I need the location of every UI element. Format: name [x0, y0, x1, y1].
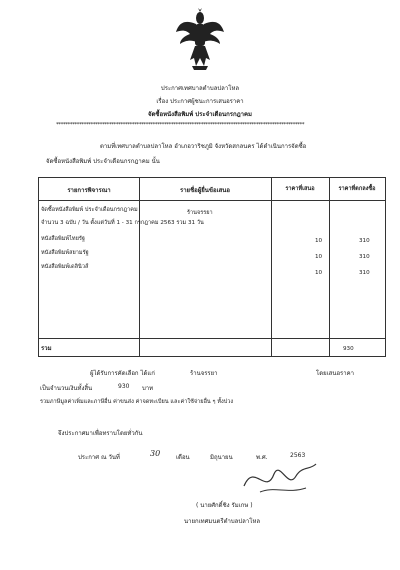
item-agreed-price: 310 — [359, 270, 370, 276]
header-subject: เรื่อง ประกาศผู้ชนะการเสนอราคา — [156, 98, 244, 105]
item-offered-price: 10 — [315, 238, 323, 244]
header-title: ประกาศเทศบาลตำบลปลาโหล — [160, 85, 240, 92]
signatory-name: ( นายศักดิ์ชิง รัมเกษ ) — [196, 502, 253, 509]
vat-note: รวมภาษีมูลค่าเพิ่มและภาษีอื่น ค่าขนส่ง ค่าจดทะเบียน และค่าใช้จ่ายอื่น ๆ ทั้งปวง — [40, 399, 234, 405]
handwritten-signature-icon — [240, 456, 320, 500]
date-prefix: ประกาศ ณ วันที่ — [78, 454, 120, 461]
date-year: 2563 — [290, 452, 306, 459]
header-procurement-title: จัดซื้อหนังสือพิมพ์ ประจำเดือนกรกฎาคม — [148, 111, 252, 118]
table-vendor: ร้านจรรยา — [187, 210, 213, 216]
table-desc-line-2: จำนวน 3 ฉบับ / วัน ตั้งแต่วันที่ 1 - 31 กรกฎาคม 2563 รวม 31 วัน — [41, 220, 204, 226]
item-agreed-price: 310 — [359, 254, 370, 260]
garuda-emblem-icon — [176, 8, 224, 70]
table-header-agreed-price: ราคาที่ตกลงซื้อ — [338, 186, 376, 192]
winner-currency: บาท — [142, 385, 154, 392]
table-header-offered-price: ราคาที่เสนอ — [285, 186, 315, 192]
item-agreed-price: 310 — [359, 238, 370, 244]
item-offered-price: 10 — [315, 270, 323, 276]
winner-amount: 930 — [118, 383, 130, 390]
date-year-label: พ.ศ. — [256, 454, 268, 461]
date-month: มิถุนายน — [210, 454, 233, 461]
winner-label: ผู้ได้รับการคัดเลือก ได้แก่ — [90, 370, 155, 377]
procurement-table — [38, 177, 386, 357]
date-month-label: เดือน — [176, 454, 190, 461]
header-separator: ************************************************************************************************************ — [56, 122, 305, 128]
date-day: 30 — [150, 449, 161, 458]
announce-text: จึงประกาศมาเพื่อทราบโดยทั่วกัน — [58, 430, 143, 437]
item-offered-price: 10 — [315, 254, 323, 260]
intro-line-1: ตามที่เทศบาลตำบลปลาโหล อำเภอวาริชภูมิ จังหวัดสกลนคร ได้ดำเนินการจัดซื้อ — [100, 143, 307, 150]
intro-line-2: จัดซื้อหนังสือพิมพ์ ประจำเดือนกรกฎาคม นั้น — [46, 158, 160, 165]
signatory-position: นายกเทศมนตรีตำบลปลาโหล — [184, 518, 261, 525]
table-header-bidder: รายชื่อผู้ยื่นข้อเสนอ — [179, 187, 231, 194]
table-total-label: รวม — [41, 345, 52, 352]
item-name: หนังสือพิมพ์ไทยรัฐ — [41, 236, 85, 242]
table-header-item: รายการพิจารณา — [67, 187, 111, 194]
table-desc-line-1: จัดซื้อหนังสือพิมพ์ ประจำเดือนกรกฎาคม — [41, 207, 138, 213]
winner-amount-label: เป็นจำนวนเงินทั้งสิ้น — [40, 385, 93, 392]
winner-vendor: ร้านจรรยา — [190, 370, 218, 377]
table-total-value: 930 — [343, 346, 354, 352]
item-name: หนังสือพิมพ์เดลินิวส์ — [41, 264, 89, 270]
item-name: หนังสือพิมพ์สยามรัฐ — [41, 250, 89, 256]
winner-method: โดยเสนอราคา — [316, 370, 355, 377]
